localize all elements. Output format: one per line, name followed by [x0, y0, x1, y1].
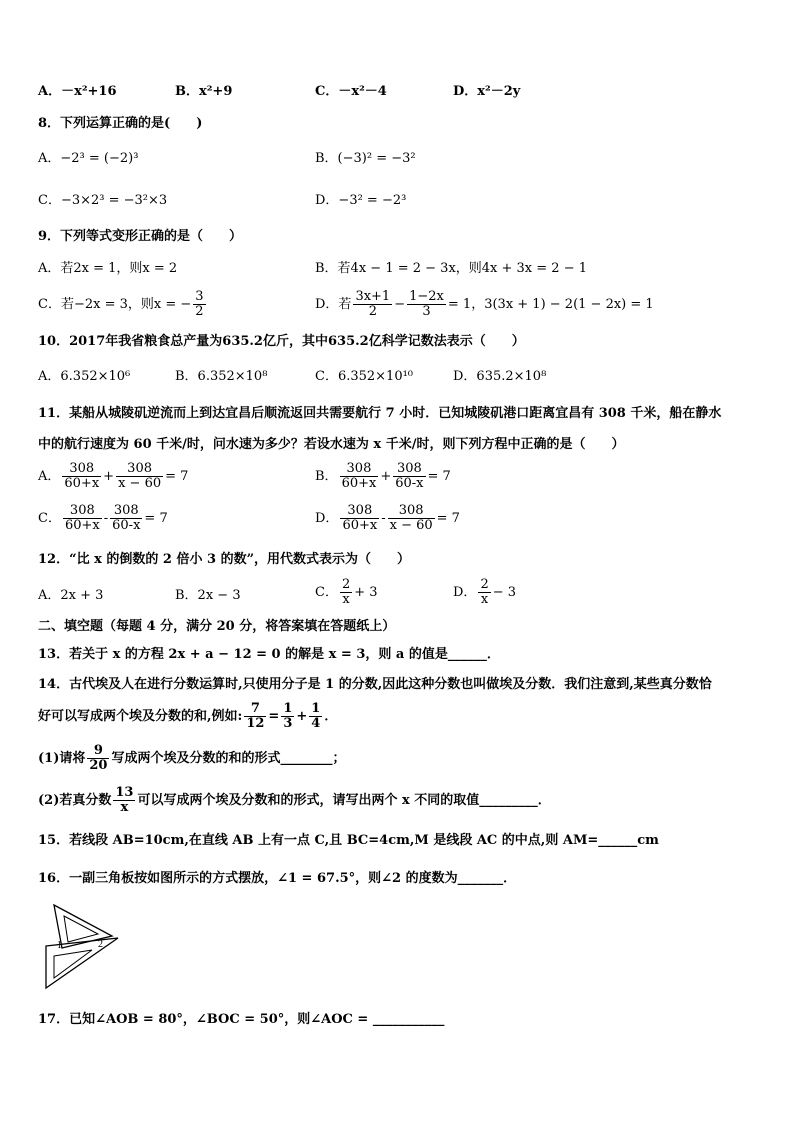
- equals: = 7: [165, 469, 189, 484]
- q8-option-a: A．−2³ = (−2)³: [38, 151, 139, 166]
- fraction-numerator: 2: [341, 577, 351, 592]
- fraction-denominator: x − 60: [118, 476, 162, 491]
- q9-option-c-prefix: C．若−2x = 3，则x = −: [38, 297, 192, 312]
- q11-option-a: [38, 462, 188, 491]
- fraction-denominator: 60-x: [395, 476, 424, 491]
- fraction: [281, 702, 294, 731]
- q12-option-c: [315, 578, 378, 607]
- fraction-1: [63, 504, 102, 533]
- q11-stem-line-1: 11．某船从城陵矶逆流而上到达宜昌后顺流返回共需要航行 7 小时．已知城陵矶港口距离宜昌有 308 千米，船在静水: [38, 406, 722, 421]
- option-letter: A．: [38, 469, 61, 484]
- q9-option-a: A．若2x = 1，则x = 2: [38, 261, 178, 276]
- q14-part-1: [38, 744, 345, 773]
- q10-option-c: C．6.352×10¹⁰: [315, 369, 414, 384]
- q8-stem: 8．下列运算正确的是( ): [38, 116, 203, 131]
- q8-option-d: D．−3² = −2³: [315, 193, 407, 208]
- q9-option-b: B．若4x − 1 = 2 − 3x，则4x + 3x = 2 − 1: [315, 261, 587, 276]
- section-heading-fill-in: 二、填空题（每题 4 分，满分 20 分，将答案填在答题纸上）: [38, 619, 396, 634]
- fraction: [309, 702, 322, 731]
- equals: = 7: [144, 511, 168, 526]
- plus: +: [296, 709, 308, 724]
- fraction-denominator: 4: [311, 716, 321, 731]
- q13-stem: 13．若关于 x 的方程 2x + a − 12 = 0 的解是 x = 3，则 a 的值是______．: [38, 647, 500, 662]
- fraction-denominator: 60-x: [112, 518, 141, 533]
- fraction-denominator: x: [480, 592, 489, 607]
- equals: = 7: [427, 469, 451, 484]
- fraction-1: [62, 462, 101, 491]
- fraction-1: [340, 504, 379, 533]
- angle-label-1: 1: [57, 940, 62, 951]
- q10-option-a: A．6.352×10⁶: [38, 369, 131, 384]
- q9-option-d: D．若 $\frac{3x+1}{2}$ − $\frac{1-2x}{3}$ = 1，3(3x + 1) − 2(1 − 2x) = 1: [315, 289, 654, 319]
- fraction-denominator: 60+x: [64, 476, 100, 491]
- q9-option-d-prefix: D．若: [315, 297, 352, 312]
- q9-option-d-fraction-1: [353, 290, 392, 319]
- q9-option-c: [38, 290, 208, 319]
- q7-option-d: D．x²－2y: [453, 84, 521, 99]
- q12-stem: 12．“比 x 的倒数的 2 倍小 3 的数”，用代数式表示为（ ）: [38, 552, 411, 567]
- q7-option-c: C．－x²－4: [315, 84, 387, 99]
- fraction-numerator: 3x+1: [355, 289, 391, 304]
- fraction: [244, 702, 266, 731]
- fraction-denominator: 20: [89, 758, 108, 773]
- fraction-denominator: 60+x: [342, 518, 378, 533]
- q10-option-d: D．635.2×10⁸: [453, 369, 547, 384]
- text: 可以写成两个埃及分数和的形式，请写出两个 x 不同的取值_________．: [137, 793, 551, 808]
- suffix: − 3: [492, 585, 517, 600]
- option-letter: B．: [315, 469, 338, 484]
- q7-option-b: B．x²+9: [175, 84, 233, 99]
- q9-option-d-fraction-2: [407, 290, 446, 319]
- operator: -: [103, 511, 109, 526]
- fraction: [478, 578, 490, 607]
- fraction-numerator: 308: [63, 504, 102, 519]
- fraction-2: [388, 504, 435, 533]
- fraction-numerator: 2: [480, 577, 489, 592]
- suffix: + 3: [354, 585, 378, 600]
- q16-stem: 16．一副三角板按如图所示的方式摆放，∠1 = 67.5°，则∠2 的度数为_______．: [38, 871, 517, 886]
- q17-stem: 17．已知∠AOB = 80°，∠BOC = 50°，则∠AOC = ___________: [38, 1012, 445, 1027]
- fraction-denominator: 2: [195, 304, 204, 319]
- q8-option-c: C．−3×2³ = −3²×3: [38, 193, 168, 208]
- fraction-numerator: 308: [110, 504, 142, 519]
- q9-option-d-suffix: = 1，3(3x + 1) − 2(1 − 2x) = 1: [447, 297, 654, 312]
- fraction-numerator: 308: [62, 462, 101, 477]
- q10-stem: 10．2017年我省粮食总产量为635.2亿斤，其中635.2亿科学记数法表示（ ）: [38, 334, 525, 349]
- text: (2)若真分数: [38, 793, 112, 808]
- fraction-denominator: 60+x: [64, 518, 100, 533]
- fraction-denominator: 60+x: [341, 476, 377, 491]
- q11-option-d: [315, 504, 460, 533]
- q14-part-2: [38, 786, 551, 815]
- fraction-denominator: 3: [422, 304, 431, 319]
- fraction-2: [110, 504, 142, 533]
- fraction-denominator: x − 60: [389, 518, 433, 533]
- fraction-numerator: 308: [388, 504, 435, 519]
- q12-option-d: [453, 578, 516, 607]
- triangle-rulers-figure: [40, 900, 130, 992]
- text: 写成两个埃及分数的和的形式________；: [111, 751, 346, 766]
- q9-option-c-fraction: [193, 290, 205, 319]
- q11-option-c: [38, 504, 168, 533]
- fraction-denominator: x: [342, 592, 350, 607]
- q8-option-b: B．(−3)² = −3²: [315, 151, 416, 166]
- fraction-numerator: 308: [116, 462, 163, 477]
- equals: =: [268, 709, 280, 724]
- q14-stem-line-1: 14．古代埃及人在进行分数运算时,只使用分子是 1 的分数,因此这种分数也叫做埃及分数．我们注意到,某些真分数恰: [38, 677, 712, 692]
- fraction-denominator: 12: [246, 716, 265, 731]
- period: ．: [324, 709, 338, 724]
- fraction-numerator: 13: [115, 785, 134, 800]
- fraction-numerator: 1: [311, 701, 321, 716]
- fraction-denominator: x: [120, 800, 129, 815]
- q12-option-b: B．2x − 3: [175, 588, 241, 603]
- option-letter: C．: [315, 585, 338, 600]
- q14-stem-line-2: [38, 702, 337, 731]
- fraction-numerator: 3: [195, 289, 204, 304]
- fraction-numerator: 7: [244, 702, 266, 717]
- option-letter: D．: [315, 511, 339, 526]
- fraction-numerator: 308: [340, 462, 379, 477]
- lower-triangle-inner: [54, 950, 92, 978]
- equals: = 7: [436, 511, 460, 526]
- fraction-2: [116, 462, 163, 491]
- option-letter: D．: [453, 585, 477, 600]
- operator: +: [103, 469, 115, 484]
- angle-label-2: 2: [98, 939, 103, 950]
- fraction: [340, 578, 352, 607]
- q15-stem: 15．若线段 AB=10cm,在直线 AB 上有一点 C,且 BC=4cm,M 是线段 AC 的中点,则 AM=______cm: [38, 833, 659, 848]
- fraction-numerator: 9: [87, 744, 109, 759]
- fraction-numerator: 1: [283, 701, 293, 716]
- fraction-denominator: 3: [283, 716, 293, 731]
- q11-stem-line-2: 中的航行速度为 60 千米/时，问水速为多少？若设水速为 x 千米/时，则下列方程中正确的是（ ）: [38, 437, 625, 452]
- fraction-denominator: 2: [368, 304, 377, 319]
- q7-option-a: A．－x²+16: [38, 84, 117, 99]
- fraction: [113, 786, 135, 815]
- fraction-numerator: 1−2x: [409, 289, 444, 304]
- fraction-numerator: 308: [393, 462, 425, 477]
- fraction: [87, 744, 109, 773]
- text: 好可以写成两个埃及分数的和,例如:: [38, 709, 243, 724]
- fraction-numerator: 308: [340, 504, 379, 519]
- operator: -: [381, 511, 386, 526]
- text: (1)请将: [38, 751, 86, 766]
- q11-option-b: [315, 462, 451, 491]
- q9-stem: 9．下列等式变形正确的是（ ）: [38, 229, 243, 244]
- option-letter: C．: [38, 511, 61, 526]
- q10-option-b: B．6.352×10⁸: [175, 369, 268, 384]
- fraction-1: [340, 462, 379, 491]
- operator: +: [380, 469, 392, 484]
- fraction-2: [393, 462, 425, 491]
- q12-option-a: A．2x + 3: [38, 588, 104, 603]
